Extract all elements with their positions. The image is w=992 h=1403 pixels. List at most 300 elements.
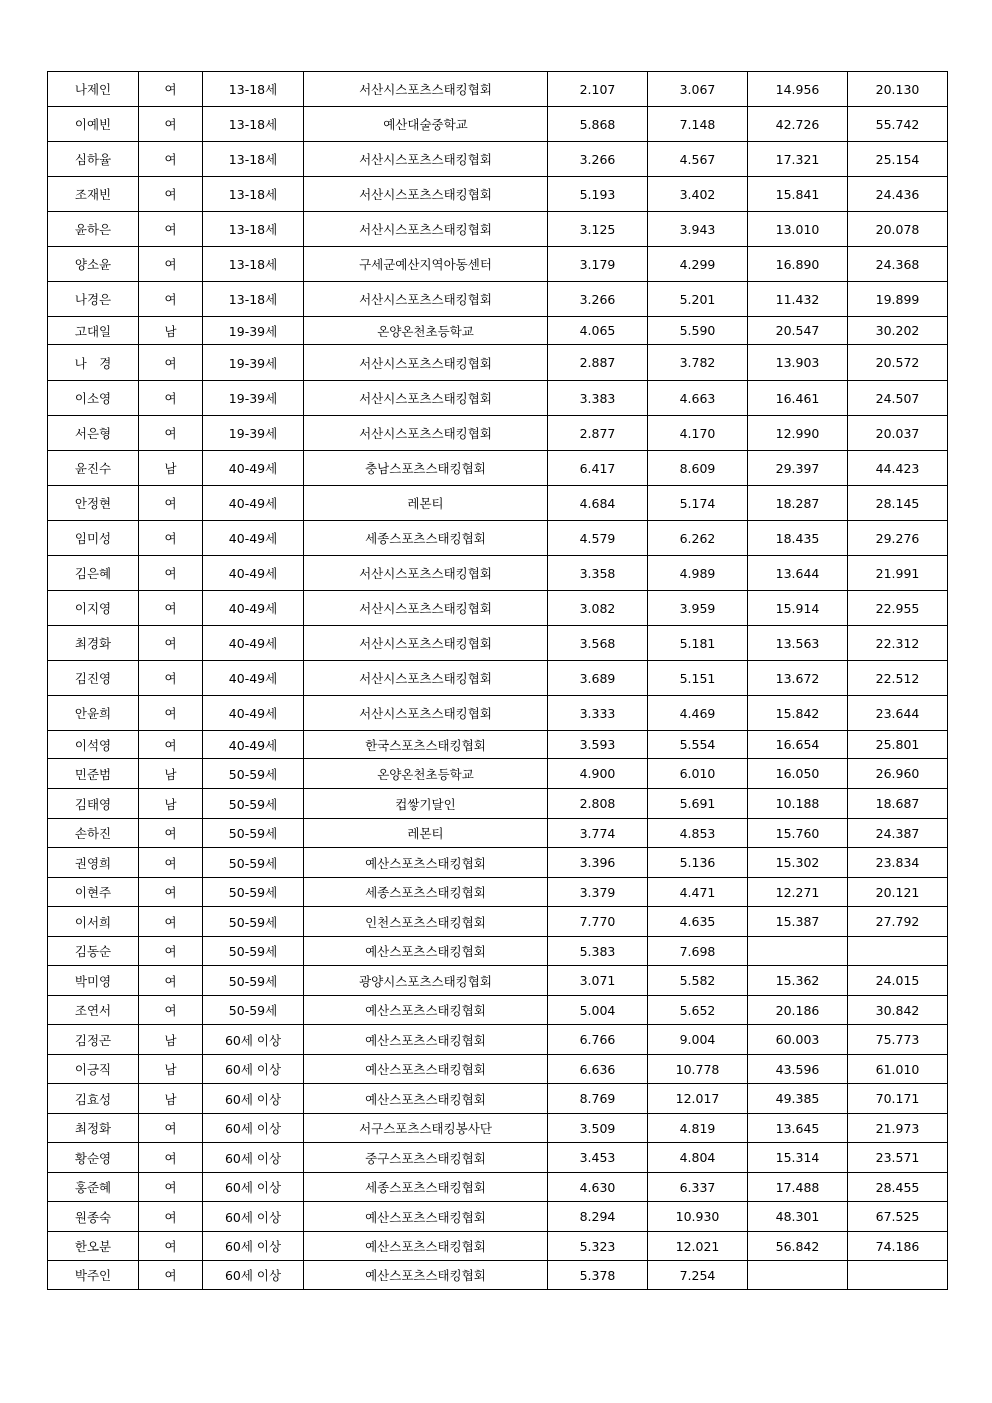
table-row: [48, 878, 948, 907]
score-2-cell: 5.590: [648, 317, 748, 345]
score-3-cell: 13.010: [748, 212, 848, 247]
score-1-cell: 4.579: [548, 521, 648, 556]
gender-cell: 여: [139, 72, 203, 107]
name-cell: 임미성: [48, 521, 139, 556]
score-2-cell: 5.201: [648, 282, 748, 317]
name-cell: 이지영: [48, 591, 139, 626]
score-3-cell: 11.432: [748, 282, 848, 317]
score-3-cell: 16.654: [748, 731, 848, 759]
gender-cell: 여: [139, 1202, 203, 1232]
gender-cell: 여: [139, 212, 203, 247]
score-3-cell: 15.302: [748, 848, 848, 878]
gender-cell: 여: [139, 1173, 203, 1202]
score-3-cell: 29.397: [748, 451, 848, 486]
score-3-cell: 13.903: [748, 345, 848, 381]
score-2-cell: 3.959: [648, 591, 748, 626]
age-group-cell: 50-59세: [203, 878, 304, 907]
name-cell: 안정현: [48, 486, 139, 521]
name-cell: 나 경: [48, 345, 139, 381]
total-cell: 18.687: [848, 789, 948, 819]
gender-cell: 여: [139, 878, 203, 907]
score-2-cell: 5.691: [648, 789, 748, 819]
age-group-cell: 19-39세: [203, 345, 304, 381]
score-1-cell: 2.808: [548, 789, 648, 819]
score-3-cell: 13.672: [748, 661, 848, 696]
score-2-cell: 12.021: [648, 1232, 748, 1261]
affiliation-cell: 중구스포츠스태킹협회: [304, 1143, 548, 1173]
total-cell: 19.899: [848, 282, 948, 317]
table-row: [48, 451, 948, 486]
age-group-cell: 13-18세: [203, 282, 304, 317]
score-1-cell: 6.636: [548, 1055, 648, 1084]
score-1-cell: 4.900: [548, 759, 648, 789]
score-3-cell: 13.645: [748, 1114, 848, 1143]
total-cell: 75.773: [848, 1025, 948, 1055]
gender-cell: 남: [139, 1025, 203, 1055]
score-1-cell: 3.379: [548, 878, 648, 907]
table-row: [48, 247, 948, 282]
age-group-cell: 60세 이상: [203, 1261, 304, 1290]
score-2-cell: 4.299: [648, 247, 748, 282]
gender-cell: 여: [139, 966, 203, 996]
score-3-cell: [748, 1261, 848, 1290]
affiliation-cell: 인천스포츠스태킹협회: [304, 907, 548, 937]
score-1-cell: 3.593: [548, 731, 648, 759]
age-group-cell: 13-18세: [203, 212, 304, 247]
gender-cell: 여: [139, 142, 203, 177]
score-2-cell: 4.469: [648, 696, 748, 731]
name-cell: 고대일: [48, 317, 139, 345]
name-cell: 조연서: [48, 996, 139, 1025]
total-cell: 28.455: [848, 1173, 948, 1202]
affiliation-cell: 서구스포츠스태킹봉사단: [304, 1114, 548, 1143]
gender-cell: 여: [139, 247, 203, 282]
name-cell: 윤하은: [48, 212, 139, 247]
name-cell: 김정곤: [48, 1025, 139, 1055]
total-cell: 24.387: [848, 819, 948, 848]
score-2-cell: 4.989: [648, 556, 748, 591]
name-cell: 심하율: [48, 142, 139, 177]
table-row: [48, 1202, 948, 1232]
age-group-cell: 60세 이상: [203, 1055, 304, 1084]
score-3-cell: 14.956: [748, 72, 848, 107]
score-3-cell: 15.760: [748, 819, 848, 848]
age-group-cell: 50-59세: [203, 907, 304, 937]
total-cell: 21.973: [848, 1114, 948, 1143]
score-3-cell: 17.321: [748, 142, 848, 177]
score-3-cell: 15.362: [748, 966, 848, 996]
score-3-cell: 12.271: [748, 878, 848, 907]
name-cell: 한오분: [48, 1232, 139, 1261]
table-row: [48, 317, 948, 345]
table-row: [48, 848, 948, 878]
score-1-cell: 3.383: [548, 381, 648, 416]
score-3-cell: 15.842: [748, 696, 848, 731]
total-cell: 30.842: [848, 996, 948, 1025]
total-cell: 28.145: [848, 486, 948, 521]
gender-cell: 여: [139, 819, 203, 848]
score-3-cell: 60.003: [748, 1025, 848, 1055]
score-2-cell: 7.148: [648, 107, 748, 142]
table-row: [48, 345, 948, 381]
score-3-cell: 10.188: [748, 789, 848, 819]
total-cell: 25.154: [848, 142, 948, 177]
name-cell: 서은형: [48, 416, 139, 451]
total-cell: 21.991: [848, 556, 948, 591]
score-2-cell: 6.010: [648, 759, 748, 789]
score-2-cell: 5.136: [648, 848, 748, 878]
total-cell: 44.423: [848, 451, 948, 486]
score-1-cell: 8.769: [548, 1084, 648, 1114]
score-3-cell: 49.385: [748, 1084, 848, 1114]
table-row: [48, 1173, 948, 1202]
score-3-cell: 18.287: [748, 486, 848, 521]
age-group-cell: 60세 이상: [203, 1173, 304, 1202]
affiliation-cell: 충남스포츠스태킹협회: [304, 451, 548, 486]
affiliation-cell: 예산스포츠스태킹협회: [304, 1261, 548, 1290]
score-2-cell: 7.698: [648, 937, 748, 966]
table-row: [48, 966, 948, 996]
score-1-cell: 5.004: [548, 996, 648, 1025]
name-cell: 박주인: [48, 1261, 139, 1290]
name-cell: 홍준혜: [48, 1173, 139, 1202]
affiliation-cell: 서산시스포츠스태킹협회: [304, 345, 548, 381]
score-3-cell: 20.547: [748, 317, 848, 345]
table-row: [48, 819, 948, 848]
affiliation-cell: 서산시스포츠스태킹협회: [304, 556, 548, 591]
affiliation-cell: 서산시스포츠스태킹협회: [304, 72, 548, 107]
score-2-cell: 4.819: [648, 1114, 748, 1143]
table-row: [48, 142, 948, 177]
affiliation-cell: 서산시스포츠스태킹협회: [304, 626, 548, 661]
score-2-cell: 5.554: [648, 731, 748, 759]
gender-cell: 여: [139, 381, 203, 416]
score-2-cell: 12.017: [648, 1084, 748, 1114]
table-row: [48, 1055, 948, 1084]
table-row: [48, 1143, 948, 1173]
name-cell: 김효성: [48, 1084, 139, 1114]
table-row: [48, 72, 948, 107]
affiliation-cell: 세종스포츠스태킹협회: [304, 1173, 548, 1202]
total-cell: 20.130: [848, 72, 948, 107]
affiliation-cell: 한국스포츠스태킹협회: [304, 731, 548, 759]
total-cell: 25.801: [848, 731, 948, 759]
score-1-cell: 2.107: [548, 72, 648, 107]
table-row: [48, 556, 948, 591]
affiliation-cell: 서산시스포츠스태킹협회: [304, 661, 548, 696]
score-3-cell: 15.387: [748, 907, 848, 937]
gender-cell: 여: [139, 345, 203, 381]
total-cell: 30.202: [848, 317, 948, 345]
table-row: [48, 212, 948, 247]
gender-cell: 여: [139, 1143, 203, 1173]
score-1-cell: 3.071: [548, 966, 648, 996]
affiliation-cell: 예산스포츠스태킹협회: [304, 996, 548, 1025]
score-1-cell: 3.125: [548, 212, 648, 247]
total-cell: [848, 937, 948, 966]
score-1-cell: 3.266: [548, 282, 648, 317]
gender-cell: 여: [139, 848, 203, 878]
age-group-cell: 50-59세: [203, 789, 304, 819]
affiliation-cell: 예산스포츠스태킹협회: [304, 1232, 548, 1261]
affiliation-cell: 광양시스포츠스태킹협회: [304, 966, 548, 996]
table-row: [48, 416, 948, 451]
name-cell: 박미영: [48, 966, 139, 996]
score-1-cell: 5.378: [548, 1261, 648, 1290]
affiliation-cell: 서산시스포츠스태킹협회: [304, 696, 548, 731]
total-cell: 20.572: [848, 345, 948, 381]
total-cell: 20.121: [848, 878, 948, 907]
affiliation-cell: 세종스포츠스태킹협회: [304, 878, 548, 907]
score-1-cell: 3.333: [548, 696, 648, 731]
name-cell: 이서희: [48, 907, 139, 937]
score-2-cell: 3.782: [648, 345, 748, 381]
gender-cell: 여: [139, 107, 203, 142]
score-3-cell: 18.435: [748, 521, 848, 556]
age-group-cell: 60세 이상: [203, 1114, 304, 1143]
age-group-cell: 13-18세: [203, 72, 304, 107]
total-cell: 24.015: [848, 966, 948, 996]
table-row: [48, 907, 948, 937]
total-cell: 22.312: [848, 626, 948, 661]
age-group-cell: 19-39세: [203, 317, 304, 345]
score-2-cell: 4.471: [648, 878, 748, 907]
score-2-cell: 6.337: [648, 1173, 748, 1202]
age-group-cell: 40-49세: [203, 731, 304, 759]
total-cell: 70.171: [848, 1084, 948, 1114]
name-cell: 이현주: [48, 878, 139, 907]
score-2-cell: 5.652: [648, 996, 748, 1025]
score-3-cell: 15.841: [748, 177, 848, 212]
total-cell: 24.368: [848, 247, 948, 282]
gender-cell: 여: [139, 937, 203, 966]
score-1-cell: 3.568: [548, 626, 648, 661]
age-group-cell: 50-59세: [203, 848, 304, 878]
score-2-cell: 5.151: [648, 661, 748, 696]
score-1-cell: 6.766: [548, 1025, 648, 1055]
score-1-cell: 5.193: [548, 177, 648, 212]
table-row: [48, 661, 948, 696]
gender-cell: 여: [139, 1114, 203, 1143]
gender-cell: 여: [139, 177, 203, 212]
gender-cell: 여: [139, 1261, 203, 1290]
gender-cell: 여: [139, 907, 203, 937]
name-cell: 이석영: [48, 731, 139, 759]
age-group-cell: 13-18세: [203, 177, 304, 212]
score-3-cell: 15.314: [748, 1143, 848, 1173]
age-group-cell: 40-49세: [203, 591, 304, 626]
gender-cell: 여: [139, 486, 203, 521]
total-cell: 20.037: [848, 416, 948, 451]
score-2-cell: 5.582: [648, 966, 748, 996]
total-cell: 67.525: [848, 1202, 948, 1232]
score-1-cell: 8.294: [548, 1202, 648, 1232]
results-table-body: [48, 72, 948, 1290]
score-2-cell: 4.170: [648, 416, 748, 451]
score-2-cell: 10.778: [648, 1055, 748, 1084]
score-2-cell: 3.943: [648, 212, 748, 247]
score-3-cell: 42.726: [748, 107, 848, 142]
age-group-cell: 50-59세: [203, 819, 304, 848]
affiliation-cell: 컵쌓기달인: [304, 789, 548, 819]
total-cell: 27.792: [848, 907, 948, 937]
gender-cell: 남: [139, 1084, 203, 1114]
affiliation-cell: 예산대술중학교: [304, 107, 548, 142]
score-3-cell: 13.644: [748, 556, 848, 591]
age-group-cell: 40-49세: [203, 486, 304, 521]
table-row: [48, 789, 948, 819]
affiliation-cell: 온양온천초등학교: [304, 759, 548, 789]
score-2-cell: 4.663: [648, 381, 748, 416]
age-group-cell: 60세 이상: [203, 1084, 304, 1114]
score-2-cell: 10.930: [648, 1202, 748, 1232]
score-3-cell: 43.596: [748, 1055, 848, 1084]
affiliation-cell: 레몬티: [304, 486, 548, 521]
name-cell: 김진영: [48, 661, 139, 696]
name-cell: 조재빈: [48, 177, 139, 212]
total-cell: 22.955: [848, 591, 948, 626]
age-group-cell: 40-49세: [203, 626, 304, 661]
score-1-cell: 5.383: [548, 937, 648, 966]
score-1-cell: 3.266: [548, 142, 648, 177]
score-1-cell: 5.323: [548, 1232, 648, 1261]
name-cell: 민준범: [48, 759, 139, 789]
total-cell: 23.571: [848, 1143, 948, 1173]
total-cell: 22.512: [848, 661, 948, 696]
score-2-cell: 4.853: [648, 819, 748, 848]
age-group-cell: 13-18세: [203, 247, 304, 282]
score-1-cell: 3.689: [548, 661, 648, 696]
name-cell: 김은혜: [48, 556, 139, 591]
total-cell: 61.010: [848, 1055, 948, 1084]
age-group-cell: 50-59세: [203, 966, 304, 996]
age-group-cell: 40-49세: [203, 556, 304, 591]
table-row: [48, 1084, 948, 1114]
table-row: [48, 1261, 948, 1290]
table-row: [48, 381, 948, 416]
name-cell: 원종숙: [48, 1202, 139, 1232]
name-cell: 이소영: [48, 381, 139, 416]
score-2-cell: 5.174: [648, 486, 748, 521]
affiliation-cell: 예산스포츠스태킹협회: [304, 1055, 548, 1084]
affiliation-cell: 서산시스포츠스태킹협회: [304, 381, 548, 416]
table-row: [48, 177, 948, 212]
gender-cell: 남: [139, 759, 203, 789]
total-cell: 29.276: [848, 521, 948, 556]
score-3-cell: 17.488: [748, 1173, 848, 1202]
age-group-cell: 60세 이상: [203, 1143, 304, 1173]
score-3-cell: 16.461: [748, 381, 848, 416]
score-3-cell: [748, 937, 848, 966]
gender-cell: 남: [139, 1055, 203, 1084]
name-cell: 김동순: [48, 937, 139, 966]
total-cell: 55.742: [848, 107, 948, 142]
age-group-cell: 60세 이상: [203, 1202, 304, 1232]
table-row: [48, 937, 948, 966]
name-cell: 김태영: [48, 789, 139, 819]
score-2-cell: 7.254: [648, 1261, 748, 1290]
total-cell: [848, 1261, 948, 1290]
name-cell: 권영희: [48, 848, 139, 878]
gender-cell: 여: [139, 996, 203, 1025]
affiliation-cell: 서산시스포츠스태킹협회: [304, 212, 548, 247]
affiliation-cell: 예산스포츠스태킹협회: [304, 937, 548, 966]
score-1-cell: 3.082: [548, 591, 648, 626]
gender-cell: 여: [139, 282, 203, 317]
score-3-cell: 15.914: [748, 591, 848, 626]
score-1-cell: 3.358: [548, 556, 648, 591]
score-1-cell: 3.509: [548, 1114, 648, 1143]
affiliation-cell: 예산스포츠스태킹협회: [304, 1025, 548, 1055]
age-group-cell: 50-59세: [203, 759, 304, 789]
table-row: [48, 731, 948, 759]
score-2-cell: 5.181: [648, 626, 748, 661]
age-group-cell: 13-18세: [203, 142, 304, 177]
name-cell: 최경화: [48, 626, 139, 661]
name-cell: 황순영: [48, 1143, 139, 1173]
score-2-cell: 4.567: [648, 142, 748, 177]
total-cell: 74.186: [848, 1232, 948, 1261]
total-cell: 20.078: [848, 212, 948, 247]
affiliation-cell: 서산시스포츠스태킹협회: [304, 142, 548, 177]
age-group-cell: 40-49세: [203, 451, 304, 486]
affiliation-cell: 예산스포츠스태킹협회: [304, 848, 548, 878]
score-1-cell: 3.179: [548, 247, 648, 282]
affiliation-cell: 서산시스포츠스태킹협회: [304, 591, 548, 626]
gender-cell: 여: [139, 731, 203, 759]
gender-cell: 여: [139, 591, 203, 626]
score-3-cell: 48.301: [748, 1202, 848, 1232]
score-1-cell: 7.770: [548, 907, 648, 937]
age-group-cell: 40-49세: [203, 661, 304, 696]
gender-cell: 여: [139, 1232, 203, 1261]
gender-cell: 남: [139, 789, 203, 819]
gender-cell: 여: [139, 696, 203, 731]
affiliation-cell: 서산시스포츠스태킹협회: [304, 416, 548, 451]
score-3-cell: 13.563: [748, 626, 848, 661]
name-cell: 최정화: [48, 1114, 139, 1143]
score-1-cell: 5.868: [548, 107, 648, 142]
table-row: [48, 521, 948, 556]
score-3-cell: 16.890: [748, 247, 848, 282]
score-2-cell: 4.635: [648, 907, 748, 937]
score-1-cell: 4.630: [548, 1173, 648, 1202]
total-cell: 23.834: [848, 848, 948, 878]
age-group-cell: 40-49세: [203, 696, 304, 731]
total-cell: 26.960: [848, 759, 948, 789]
score-2-cell: 3.402: [648, 177, 748, 212]
affiliation-cell: 서산시스포츠스태킹협회: [304, 282, 548, 317]
score-1-cell: 6.417: [548, 451, 648, 486]
table-row: [48, 759, 948, 789]
age-group-cell: 60세 이상: [203, 1232, 304, 1261]
score-2-cell: 9.004: [648, 1025, 748, 1055]
table-row: [48, 626, 948, 661]
gender-cell: 남: [139, 451, 203, 486]
score-1-cell: 2.887: [548, 345, 648, 381]
gender-cell: 여: [139, 661, 203, 696]
score-1-cell: 3.453: [548, 1143, 648, 1173]
results-table: [47, 71, 948, 1290]
gender-cell: 여: [139, 626, 203, 661]
age-group-cell: 50-59세: [203, 937, 304, 966]
score-1-cell: 2.877: [548, 416, 648, 451]
age-group-cell: 40-49세: [203, 521, 304, 556]
table-row: [48, 282, 948, 317]
table-row: [48, 107, 948, 142]
table-row: [48, 696, 948, 731]
table-row: [48, 591, 948, 626]
